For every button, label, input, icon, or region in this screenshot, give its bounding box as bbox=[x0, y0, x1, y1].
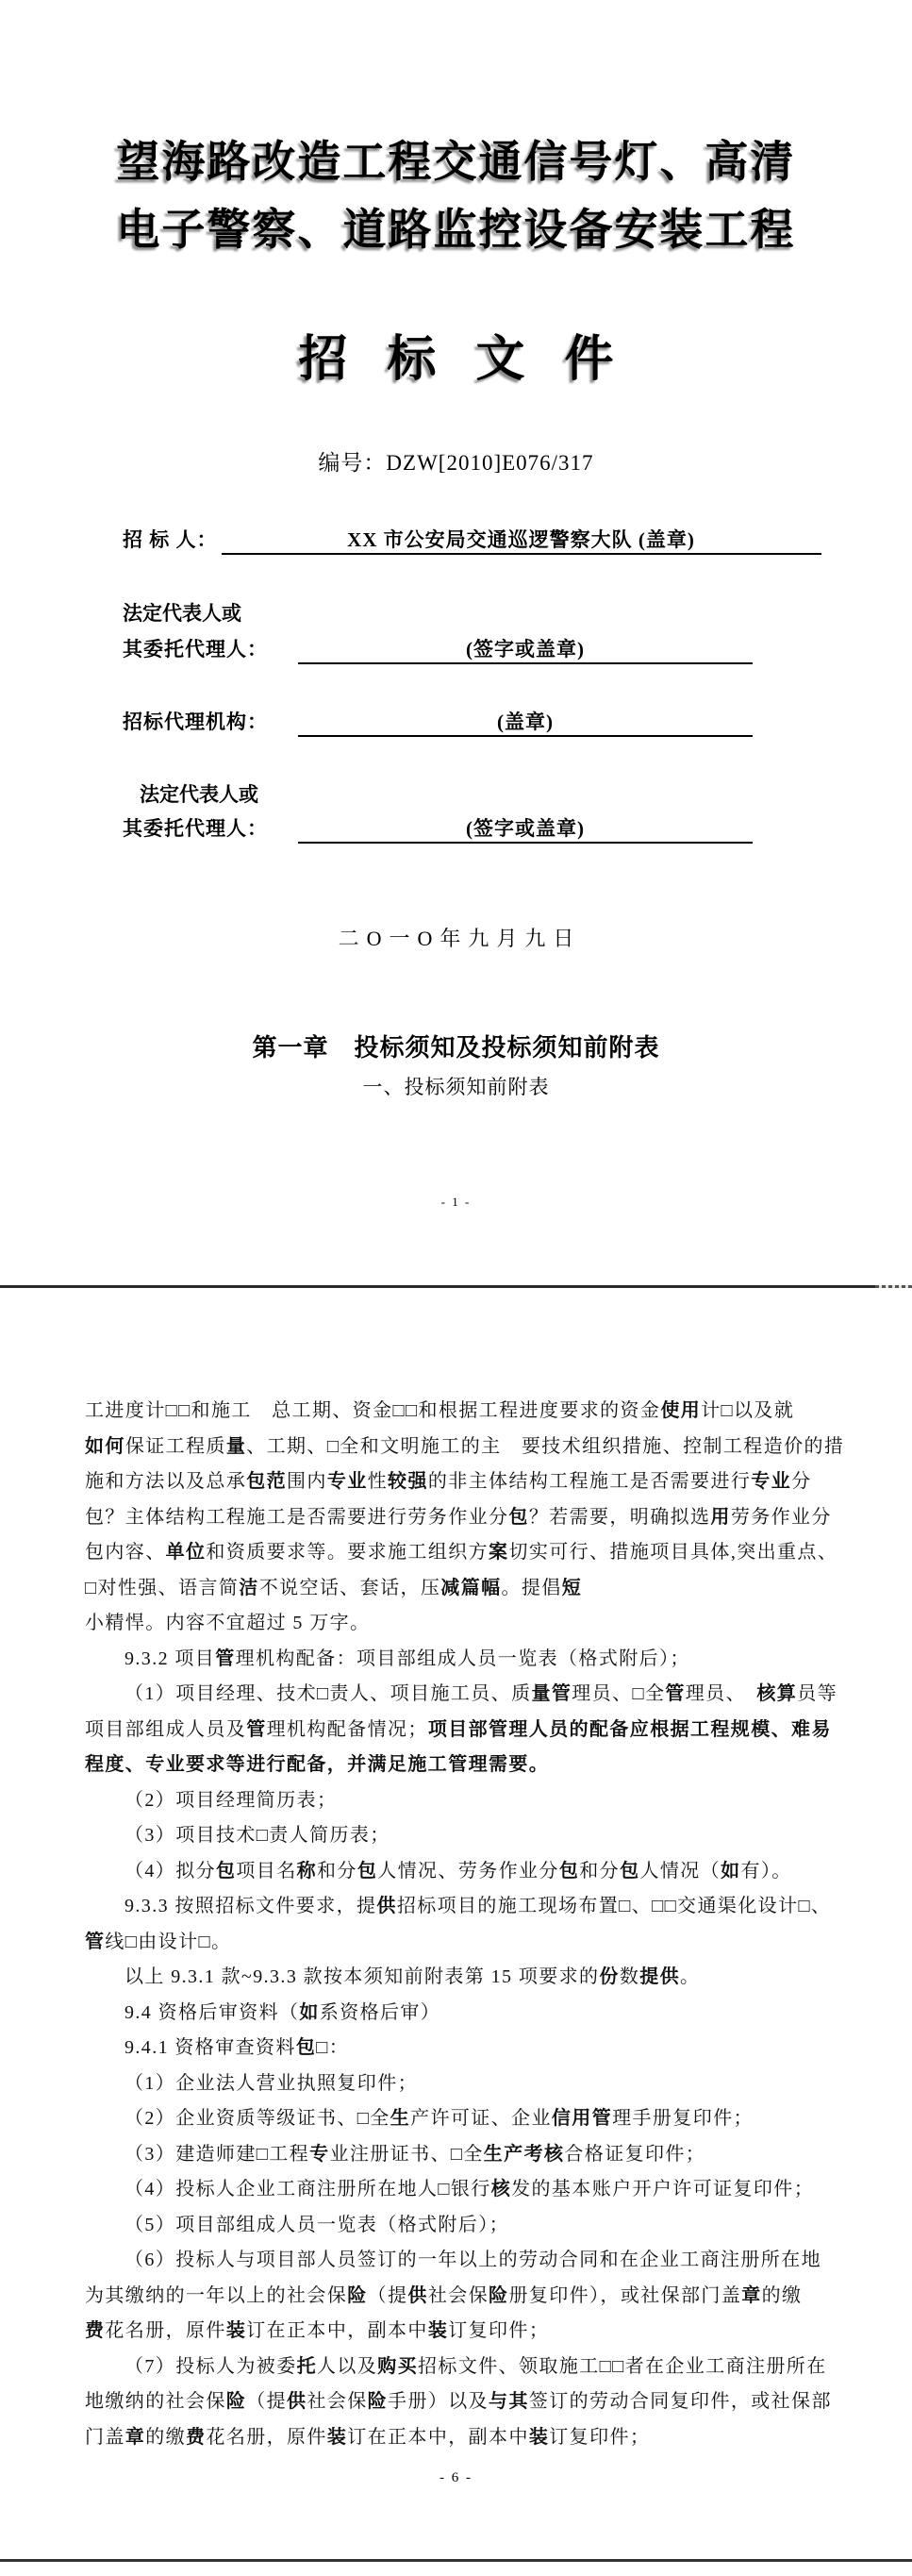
bold-text-segment: 费 bbox=[85, 2320, 106, 2341]
text-segment: 9.4.1 资格审查资料 bbox=[124, 2037, 296, 2058]
text-segment: 项目部组成人员及 bbox=[85, 1718, 247, 1740]
bold-text-segment: 较强 bbox=[388, 1471, 428, 1492]
text-segment: 地缴纳的社会保 bbox=[85, 2391, 226, 2412]
text-segment: 包内容、 bbox=[85, 1542, 166, 1563]
document-line bbox=[85, 1571, 851, 1607]
text-segment: 产许可证、企业 bbox=[410, 2108, 552, 2129]
bold-text-segment: 章 bbox=[124, 2426, 146, 2448]
document-line bbox=[85, 2137, 851, 2173]
agency-row bbox=[123, 707, 753, 737]
document-line bbox=[85, 2031, 851, 2066]
bold-text-segment: 洁 bbox=[239, 1577, 259, 1598]
bold-text-segment: 装 bbox=[225, 2320, 247, 2341]
bold-text-segment: 购买 bbox=[377, 2355, 419, 2377]
page-separator-artifacts bbox=[875, 1285, 912, 1288]
document-line bbox=[85, 2279, 851, 2315]
bold-text-segment: 生产考核 bbox=[483, 2143, 565, 2165]
tenderer-label: 招 标 人： bbox=[123, 528, 218, 551]
bold-text-segment: 包 bbox=[357, 1860, 378, 1882]
document-line bbox=[85, 2384, 851, 2420]
bold-text-segment: 使用 bbox=[660, 1400, 702, 1421]
document-line bbox=[85, 2172, 851, 2208]
text-segment: 小精悍。内容不宜超过 5 万字。 bbox=[85, 1613, 371, 1633]
text-segment: 工进度计□□和施工 总工期、资金□□和根据工程进度要求的资金 bbox=[85, 1400, 661, 1421]
text-segment: 招标项目的施工现场布置□、□□交通渠化设计□、 bbox=[396, 1896, 832, 1916]
text-segment: 理员、 bbox=[685, 1683, 757, 1704]
document-line bbox=[85, 1925, 851, 1961]
text-segment: 人以及 bbox=[317, 2355, 378, 2377]
bold-text-segment: 包 bbox=[216, 1860, 237, 1882]
bold-text-segment: 称 bbox=[296, 1860, 318, 1882]
document-date: 二O一O年九月九日 bbox=[338, 927, 582, 950]
bold-text-segment: 量 bbox=[225, 1435, 247, 1457]
text-segment: 人情况（ bbox=[639, 1860, 721, 1882]
document-line bbox=[85, 1394, 851, 1430]
document-line bbox=[85, 2420, 851, 2456]
document-line bbox=[85, 2350, 851, 2385]
text-segment: 计□以及就 bbox=[701, 1400, 795, 1421]
document-line bbox=[85, 1783, 851, 1819]
bold-text-segment: 供 bbox=[407, 2284, 428, 2306]
bold-text-segment: 包 bbox=[620, 1860, 640, 1882]
bold-text-segment: 核 bbox=[490, 2179, 512, 2200]
bold-text-segment: 章 bbox=[741, 2284, 762, 2306]
text-segment: 系资格后审） bbox=[319, 2001, 441, 2023]
document-line bbox=[85, 1748, 851, 1783]
text-segment: 不说空话、套话，压 bbox=[258, 1577, 441, 1598]
bold-text-segment: 用 bbox=[710, 1506, 731, 1528]
text-segment: （提 bbox=[367, 2284, 408, 2306]
text-segment: 手册）以及 bbox=[388, 2391, 489, 2412]
page-separator-line bbox=[0, 1285, 912, 1288]
legal-rep2-value: (签字或盖章) bbox=[298, 813, 753, 844]
bold-text-segment: 供 bbox=[287, 2391, 307, 2412]
bold-text-segment: 管 bbox=[85, 1931, 106, 1952]
document-line bbox=[85, 2066, 851, 2102]
document-line bbox=[85, 1535, 851, 1571]
text-segment: 为其缴纳的一年以上的社会保 bbox=[85, 2284, 348, 2306]
bold-text-segment: 项目部管理人员的配备应根据工程规模、难易 bbox=[427, 1718, 832, 1740]
text-segment: 人情况、劳务作业分 bbox=[377, 1860, 559, 1882]
text-segment: 花名册，原件 bbox=[105, 2320, 226, 2341]
text-segment: （1）项目经理、技术□责人、项目施工员、质 bbox=[124, 1683, 532, 1704]
text-segment: 。 bbox=[680, 1966, 701, 1987]
text-segment: 有）。 bbox=[740, 1860, 792, 1882]
page2-body-text bbox=[85, 1394, 851, 2455]
bold-text-segment: 短 bbox=[561, 1577, 583, 1598]
text-segment: （3）项目技术□责人简历表； bbox=[124, 1825, 390, 1846]
bold-text-segment: 装 bbox=[326, 2426, 348, 2448]
bold-text-segment: 装 bbox=[528, 2426, 550, 2448]
text-segment: 9.3.3 按照招标文件要求，提 bbox=[124, 1896, 377, 1916]
bold-text-segment: 险 bbox=[367, 2391, 389, 2412]
text-segment: 理机构配备：项目部组成人员一览表（格式附后）； bbox=[235, 1648, 690, 1669]
text-segment: （4）投标人企业工商注册所在地人□银行 bbox=[124, 2179, 491, 2200]
bold-text-segment: 量管 bbox=[531, 1683, 572, 1704]
text-segment: （2）企业资质等级证书、□全 bbox=[124, 2108, 390, 2129]
text-segment: （5）项目部组成人员一览表（格式附后）； bbox=[124, 2214, 509, 2235]
bold-text-segment: 生 bbox=[390, 2108, 411, 2129]
text-segment: （2）项目经理简历表； bbox=[124, 1789, 338, 1811]
text-segment: （6）投标人与项目部人员签订的一年以上的劳动合同和在企业工商注册所在地 bbox=[124, 2250, 821, 2270]
legal-rep1-line1: 法定代表人或 bbox=[123, 602, 241, 625]
text-segment: 包？主体结构工程施工是否需要进行劳务作业分 bbox=[85, 1506, 509, 1528]
bold-text-segment: 提供 bbox=[639, 1966, 681, 1987]
legal-rep2-label: 其委托代理人： bbox=[123, 817, 268, 840]
text-segment: 社会保 bbox=[307, 2391, 368, 2412]
bold-text-segment: 如 bbox=[721, 1860, 741, 1882]
document-title bbox=[0, 128, 912, 264]
bold-text-segment: 专 bbox=[309, 2143, 330, 2165]
agency-label: 招标代理机构： bbox=[123, 711, 268, 733]
bold-text-segment: 专业 bbox=[326, 1471, 368, 1492]
bold-text-segment: 份 bbox=[599, 1966, 620, 1987]
text-segment: 围内 bbox=[287, 1471, 327, 1492]
legal-rep1-label: 其委托代理人： bbox=[123, 638, 268, 661]
bold-text-segment: 包 bbox=[508, 1506, 529, 1528]
text-segment: 社会保 bbox=[427, 2284, 489, 2306]
text-segment: 切实可行、措施项目具体,突出重点、 bbox=[508, 1542, 838, 1563]
text-segment: 招标文件、领取施工□□者在企业工商注册所在 bbox=[418, 2355, 827, 2377]
text-segment: 分 bbox=[791, 1471, 812, 1492]
tender-document-heading: 招标文件 bbox=[298, 333, 654, 387]
text-segment: 门盖 bbox=[85, 2426, 125, 2448]
text-segment: 理机构配备情况； bbox=[266, 1718, 428, 1740]
text-segment: □： bbox=[316, 2037, 350, 2058]
text-segment: 册复印件），或社保部门盖 bbox=[508, 2284, 742, 2306]
document-line bbox=[85, 1889, 851, 1925]
bold-text-segment: 核算 bbox=[756, 1683, 798, 1704]
bold-text-segment: 包范 bbox=[246, 1471, 288, 1492]
bold-text-segment: 包 bbox=[558, 1860, 580, 1882]
bold-text-segment: 与其 bbox=[489, 2391, 529, 2412]
document-line bbox=[85, 1960, 851, 1996]
text-segment: □对性强、语言简 bbox=[85, 1577, 240, 1598]
text-segment: 的缴 bbox=[761, 2284, 803, 2306]
text-segment: 员等 bbox=[797, 1683, 838, 1704]
text-segment: 保证工程质 bbox=[124, 1435, 226, 1457]
document-number: 编号：DZW[2010]E076/317 bbox=[318, 451, 594, 475]
document-line bbox=[85, 2101, 851, 2137]
text-segment: 。提倡 bbox=[501, 1577, 562, 1598]
tenderer-row bbox=[123, 525, 821, 555]
text-segment: 合格证复印件； bbox=[564, 2143, 706, 2165]
bold-text-segment: 管 bbox=[215, 1648, 236, 1669]
text-segment: 的缴 bbox=[145, 2426, 187, 2448]
text-segment: 理员、□全 bbox=[572, 1683, 666, 1704]
document-line bbox=[85, 1500, 851, 1536]
bold-text-segment: 如何 bbox=[85, 1435, 125, 1457]
text-segment: 和分 bbox=[579, 1860, 621, 1882]
bold-text-segment: 管 bbox=[665, 1683, 686, 1704]
text-segment: 发的基本账户开户许可证复印件； bbox=[511, 2179, 815, 2200]
document-line bbox=[85, 2314, 851, 2350]
bold-text-segment: 费 bbox=[186, 2426, 207, 2448]
text-segment: 、工期、□全和文明施工的主 要技术组织措施、控制工程造价的措 bbox=[246, 1435, 845, 1457]
text-segment: 项目名 bbox=[236, 1860, 297, 1882]
text-segment: 订复印件； bbox=[549, 2426, 651, 2448]
text-segment: （3）建造师建□工程 bbox=[124, 2143, 310, 2165]
bold-text-segment: 如 bbox=[299, 2001, 320, 2023]
section-heading: 一、投标须知前附表 bbox=[362, 1076, 550, 1098]
bold-text-segment: 险 bbox=[489, 2284, 509, 2306]
page-number-1: - 1 - bbox=[440, 1195, 472, 1209]
document-line bbox=[85, 1430, 851, 1465]
text-segment: 9.3.2 项目 bbox=[124, 1648, 216, 1669]
document-line bbox=[85, 1642, 851, 1678]
text-segment: 和分 bbox=[317, 1860, 357, 1882]
document-line bbox=[85, 1464, 851, 1500]
legal-rep2-row bbox=[123, 813, 753, 844]
text-segment: 数 bbox=[619, 1966, 640, 1987]
text-segment: 订复印件； bbox=[448, 2320, 550, 2341]
document-line bbox=[85, 1854, 851, 1890]
bold-text-segment: 管 bbox=[246, 1718, 267, 1740]
text-segment: 和资质要求等。要求施工组织方 bbox=[206, 1542, 489, 1563]
document-line bbox=[85, 1996, 851, 2032]
document-title-line1: 望海路改造工程交通信号灯、高清 bbox=[116, 138, 796, 186]
legal-rep2-line1: 法定代表人或 bbox=[140, 783, 258, 806]
text-segment: （提 bbox=[246, 2391, 288, 2412]
bold-text-segment: 托 bbox=[296, 2355, 318, 2377]
bold-text-segment: 单位 bbox=[165, 1542, 207, 1563]
page-number-6: - 6 - bbox=[439, 2470, 473, 2485]
document-line bbox=[85, 1818, 851, 1854]
text-segment: （7）投标人为被委 bbox=[124, 2355, 297, 2377]
text-segment: 以上 9.3.1 款~9.3.3 款按本须知前附表第 15 项要求的 bbox=[124, 1966, 600, 1987]
bold-text-segment: 装 bbox=[427, 2320, 449, 2341]
bold-text-segment: 信用管 bbox=[551, 2108, 613, 2129]
document-line bbox=[85, 2243, 851, 2279]
agency-value: (盖章) bbox=[298, 707, 753, 737]
document-line bbox=[85, 1713, 851, 1748]
text-segment: 订在正本中，副本中 bbox=[246, 2320, 428, 2341]
legal-rep1-row bbox=[123, 634, 753, 664]
document-line bbox=[85, 1606, 851, 1642]
bold-text-segment: 程度、专业要求等进行配备，并满足施工管理需要。 bbox=[85, 1754, 550, 1775]
document-title-line2: 电子警察、道路监控设备安装工程 bbox=[116, 206, 796, 254]
text-segment: ？若需要，明确拟选 bbox=[528, 1506, 711, 1528]
text-segment: 花名册，原件 bbox=[206, 2426, 327, 2448]
text-segment: 的非主体结构工程施工是否需要进行 bbox=[427, 1471, 752, 1492]
text-segment: 施和方法以及总承 bbox=[85, 1471, 247, 1492]
text-segment: 9.4 资格后审资料（ bbox=[124, 2001, 300, 2023]
text-segment: （1）企业法人营业执照复印件； bbox=[124, 2072, 418, 2094]
bold-text-segment: 险 bbox=[347, 2284, 368, 2306]
page-bottom-edge-line bbox=[0, 2559, 912, 2562]
text-segment: 订在正本中，副本中 bbox=[347, 2426, 529, 2448]
text-segment: （4）拟分 bbox=[124, 1860, 216, 1882]
document-line bbox=[85, 2208, 851, 2244]
text-segment: 线□由设计□。 bbox=[105, 1931, 232, 1952]
tenderer-value: XX 市公安局交通巡逻警察大队 (盖章) bbox=[222, 525, 821, 555]
text-segment: 业注册证书、□全 bbox=[329, 2143, 484, 2165]
bold-text-segment: 包 bbox=[295, 2037, 317, 2058]
text-segment: 理手册复印件； bbox=[612, 2108, 754, 2129]
chapter-heading: 第一章 投标须知及投标须知前附表 bbox=[252, 1034, 660, 1062]
legal-rep1-value: (签字或盖章) bbox=[298, 634, 753, 664]
bold-text-segment: 供 bbox=[376, 1896, 397, 1916]
text-segment: 性 bbox=[367, 1471, 389, 1492]
document-line bbox=[85, 1677, 851, 1713]
bold-text-segment: 险 bbox=[225, 2391, 247, 2412]
text-segment: 劳务作业分 bbox=[730, 1506, 832, 1528]
bold-text-segment: 案 bbox=[489, 1542, 509, 1563]
text-segment: 签订的劳动合同复印件，或社保部 bbox=[528, 2391, 832, 2412]
bold-text-segment: 减篇幅 bbox=[440, 1577, 502, 1598]
bold-text-segment: 专业 bbox=[751, 1471, 792, 1492]
